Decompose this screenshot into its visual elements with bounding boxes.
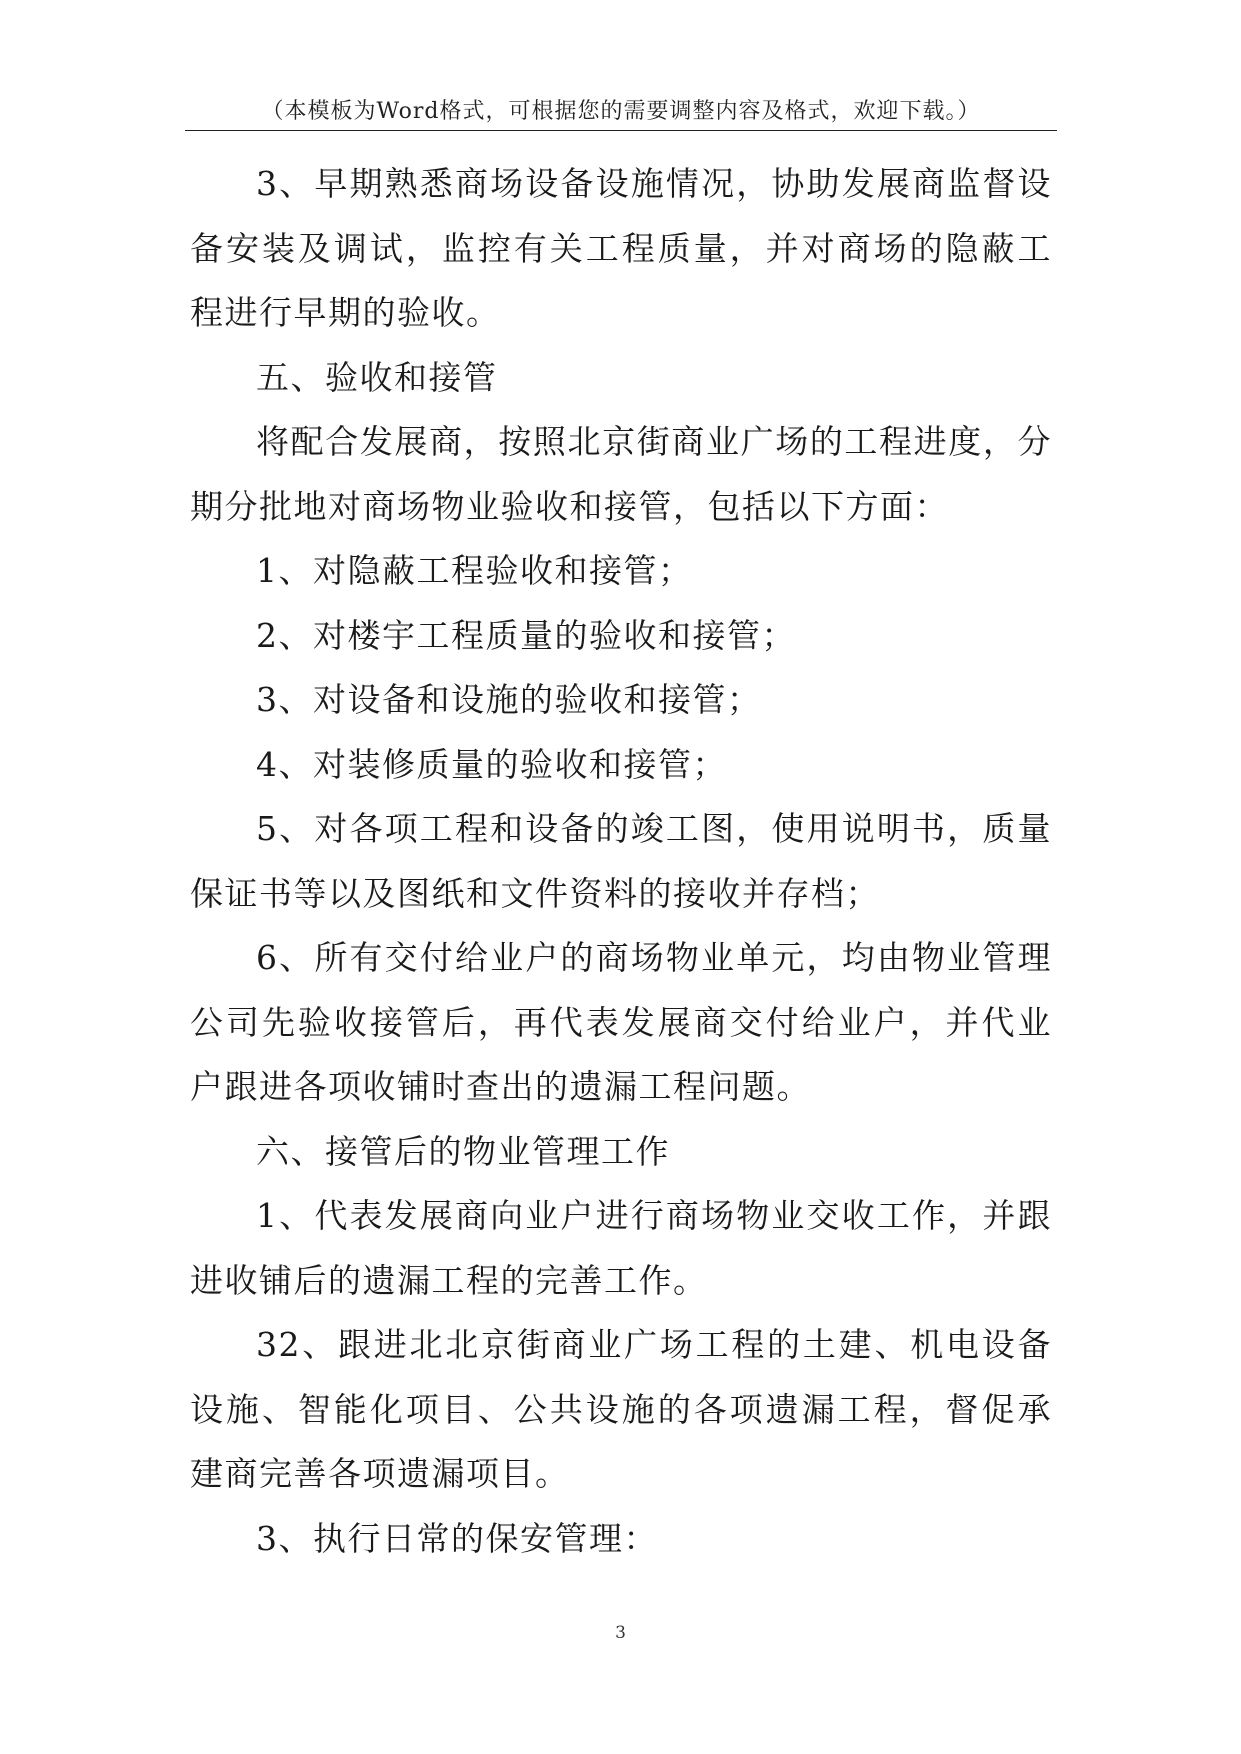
section-heading-post-takeover: 六、接管后的物业管理工作 (256, 1131, 670, 1171)
list-item-security-management: 3、执行日常的保安管理： (256, 1518, 658, 1558)
list-item-concealed-works: 1、对隐蔽工程验收和接管； (256, 551, 693, 590)
list-item-decoration-quality: 4、对装修质量的验收和接管； (256, 744, 727, 784)
page-header-note: （本模板为Word格式，可根据您的需要调整内容及格式，欢迎下载。） (261, 99, 981, 124)
list-item-follow-up-works: 32、跟进北北京街商业广场工程的土建、机电设备设施、智能化项目、公共设施的各项遗漏工程，督促承建商完善各项遗漏项目。 (190, 1325, 1052, 1493)
paragraph-acceptance-intro: 将配合发展商，按照北京街商业广场的工程进度，分期分批地对商场物业验收和接管，包括以下方面： (190, 422, 1052, 526)
paragraph-early-familiarization: 3、早期熟悉商场设备设施情况，协助发展商监督设备安装及调试，监控有关工程质量，并对商场的隐蔽工程进行早期的验收。 (190, 164, 1052, 332)
list-item-unit-handover: 6、所有交付给业户的商场物业单元，均由物业管理公司先验收接管后，再代表发展商交付给业户，并代业户跟进各项收铺时查出的遗漏工程问题。 (190, 938, 1052, 1106)
page-number: 3 (615, 1623, 626, 1643)
list-item-building-quality: 2、对楼宇工程质量的验收和接管； (256, 615, 796, 655)
header-divider (185, 130, 1057, 131)
section-heading-acceptance-takeover: 五、验收和接管 (256, 357, 498, 397)
list-item-equipment-facilities: 3、对设备和设施的验收和接管； (256, 680, 762, 719)
list-item-as-built-drawings: 5、对各项工程和设备的竣工图，使用说明书，质量保证书等以及图纸和文件资料的接收并存档； (190, 809, 1052, 913)
document-body (190, 152, 1052, 1571)
list-item-handover-on-behalf: 1、代表发展商向业户进行商场物业交收工作，并跟进收铺后的遗漏工程的完善工作。 (190, 1196, 1052, 1300)
